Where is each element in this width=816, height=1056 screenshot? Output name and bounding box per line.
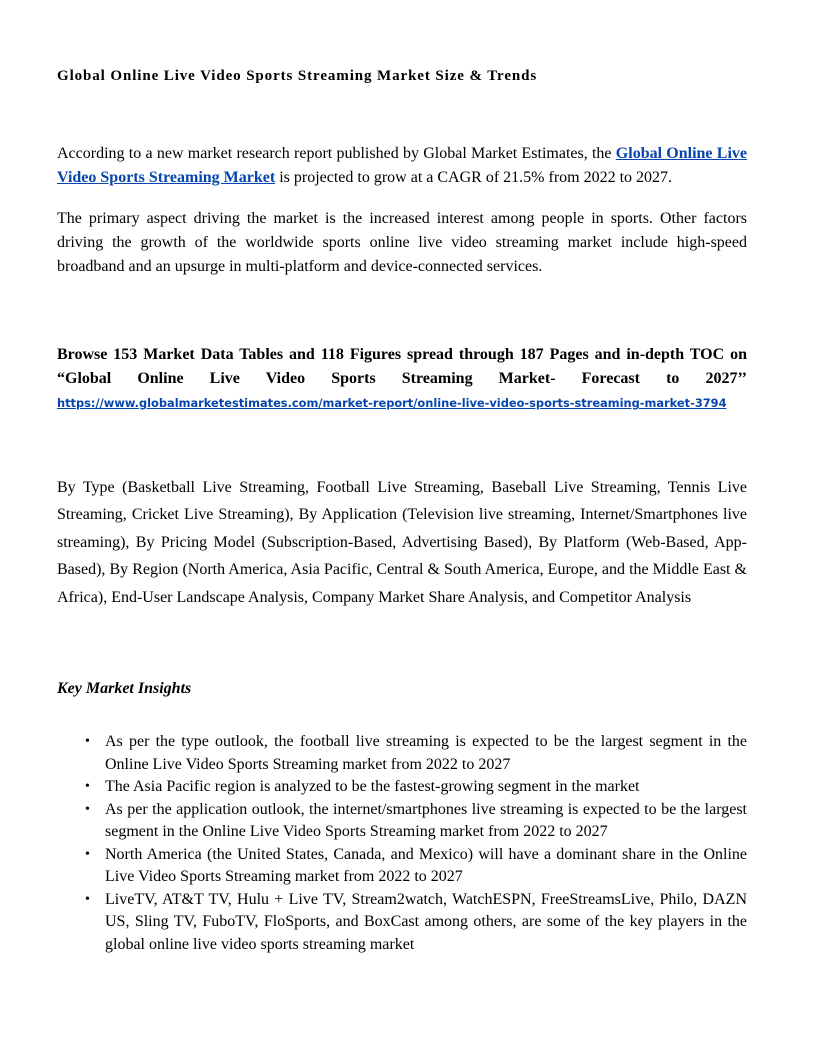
bullet-icon: •	[85, 891, 90, 907]
segments-paragraph: By Type (Basketball Live Streaming, Football Live Streaming, Baseball Live Streaming, Tennis Live Streaming, Cricket Live Streaming), By Application (Television live streaming, Internet/Smartphones live streaming), By Pricing Model (Subscription-Based, Advertising Based), By Platform (Web-Based, App-Based), By Region (North America, Asia Pacific, Central & South America, Europe, and the Middle East & Africa), End-User Landscape Analysis, Company Market Share Analysis, and Competitor Analysis	[57, 479, 747, 606]
intro-text-before: According to a new market research report published by Global Market Estimates, the	[57, 145, 616, 162]
list-item	[57, 844, 747, 889]
list-item	[57, 889, 747, 957]
list-item	[57, 799, 747, 844]
browse-line-2: “Global Online Live Video Sports Streaming Market- Forecast to 2027’’	[57, 370, 747, 387]
list-item	[57, 776, 747, 799]
report-url-link[interactable]: https://www.globalmarketestimates.com/market-report/online-live-video-sports-streaming-market-3794	[57, 396, 727, 410]
insight-text: As per the type outlook, the football live streaming is expected to be the largest segment in the Online Live Video Sports Streaming market from 2022 to 2027	[105, 733, 747, 773]
insights-list	[57, 731, 747, 956]
market-report-link[interactable]: Global Online Live Video Sports Streaming Market	[57, 145, 748, 186]
page-title: Global Online Live Video Sports Streaming Market Size & Trends	[57, 68, 538, 84]
bullet-icon: •	[85, 779, 90, 794]
insights-heading: Key Market Insights	[57, 680, 192, 697]
list-item	[57, 731, 747, 776]
bullet-icon: •	[85, 846, 90, 862]
insight-text: LiveTV, AT&T TV, Hulu + Live TV, Stream2watch, WatchESPN, FreeStreamsLive, Philo, DAZN US, Sling TV, FuboTV, FloSports, and BoxCast among others, are some of the key players in the global online live video sports streaming market	[105, 890, 747, 953]
bullet-icon: •	[85, 734, 90, 749]
intro-paragraph	[57, 142, 747, 190]
browse-callout	[57, 343, 747, 391]
browse-line-1: Browse 153 Market Data Tables and 118 Figures spread through 187 Pages and in-depth TOC on	[57, 346, 747, 363]
insight-text: The Asia Pacific region is analyzed to be the fastest-growing segment in the market	[105, 778, 640, 795]
insight-text: As per the application outlook, the internet/smartphones live streaming is expected to be the largest segment in the Online Live Video Sports Streaming market from 2022 to 2027	[105, 800, 747, 840]
drivers-paragraph: The primary aspect driving the market is the increased interest among people in sports. Other factors driving the growth of the worldwide sports online live video streaming market include high-speed broadband and an upsurge in multi-platform and device-connected services.	[57, 210, 747, 275]
insight-text: North America (the United States, Canada, and Mexico) will have a dominant share in the Online Live Video Sports Streaming market from 2022 to 2027	[105, 845, 747, 885]
intro-text-after: is projected to grow at a CAGR of 21.5% from 2022 to 2027.	[275, 169, 673, 186]
bullet-icon: •	[85, 801, 90, 817]
